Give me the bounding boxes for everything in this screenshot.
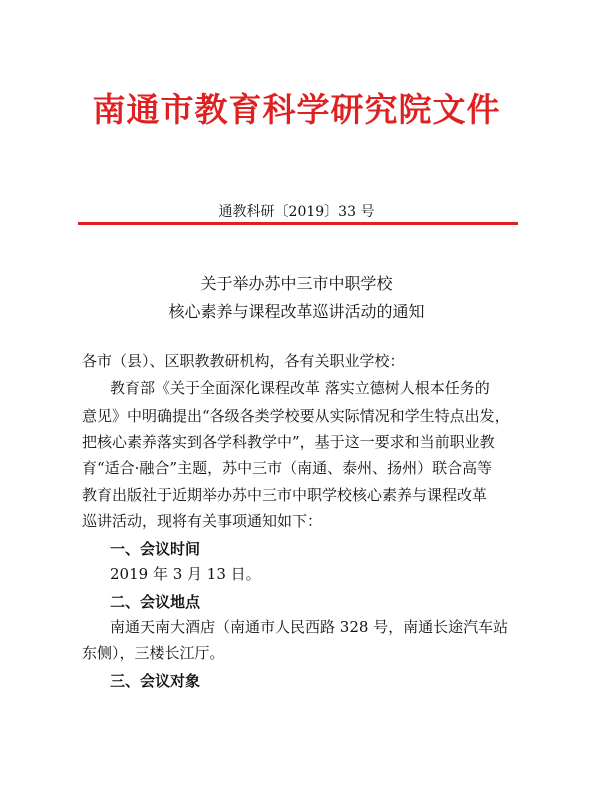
intro-line: 教育出版社于近期举办苏中三市中职学校核心素养与课程改革 bbox=[82, 486, 488, 504]
section-location-line: 南通天南大酒店（南通市人民西路 328 号，南通长途汽车站 bbox=[110, 618, 509, 636]
section-location-line: 东侧），三楼长江厅。 bbox=[82, 644, 225, 662]
section-heading-attendees: 三、会议对象 bbox=[110, 672, 201, 690]
section-heading-location: 二、会议地点 bbox=[110, 593, 201, 611]
document-header-title: 南通市教育科学研究院文件 bbox=[92, 90, 501, 129]
red-divider-line bbox=[78, 222, 518, 225]
intro-line: 教育部《关于全面深化课程改革 落实立德树人根本任务的 bbox=[110, 379, 490, 397]
intro-line: 意见》中明确提出“各级各类学校要从实际情况和学生特点出发， bbox=[82, 407, 510, 425]
section-heading-time: 一、会议时间 bbox=[110, 540, 201, 558]
intro-line: 育“适合·融合”主题，苏中三市（南通、泰州、扬州）联合高等 bbox=[82, 459, 493, 477]
notice-title-line-2: 核心素养与课程改革巡讲活动的通知 bbox=[168, 302, 425, 321]
section-time-line: 2019 年 3 月 13 日。 bbox=[110, 565, 261, 583]
salutation: 各市（县）、区职教教研机构，各有关职业学校： bbox=[82, 352, 405, 370]
intro-line: 把核心素养落实到各学科教学中”，基于这一要求和当前职业教 bbox=[82, 433, 495, 451]
document-number: 通教科研〔2019〕33 号 bbox=[218, 204, 375, 220]
intro-line: 巡讲活动，现将有关事项通知如下： bbox=[82, 512, 323, 530]
notice-title-line-1: 关于举办苏中三市中职学校 bbox=[200, 274, 393, 293]
